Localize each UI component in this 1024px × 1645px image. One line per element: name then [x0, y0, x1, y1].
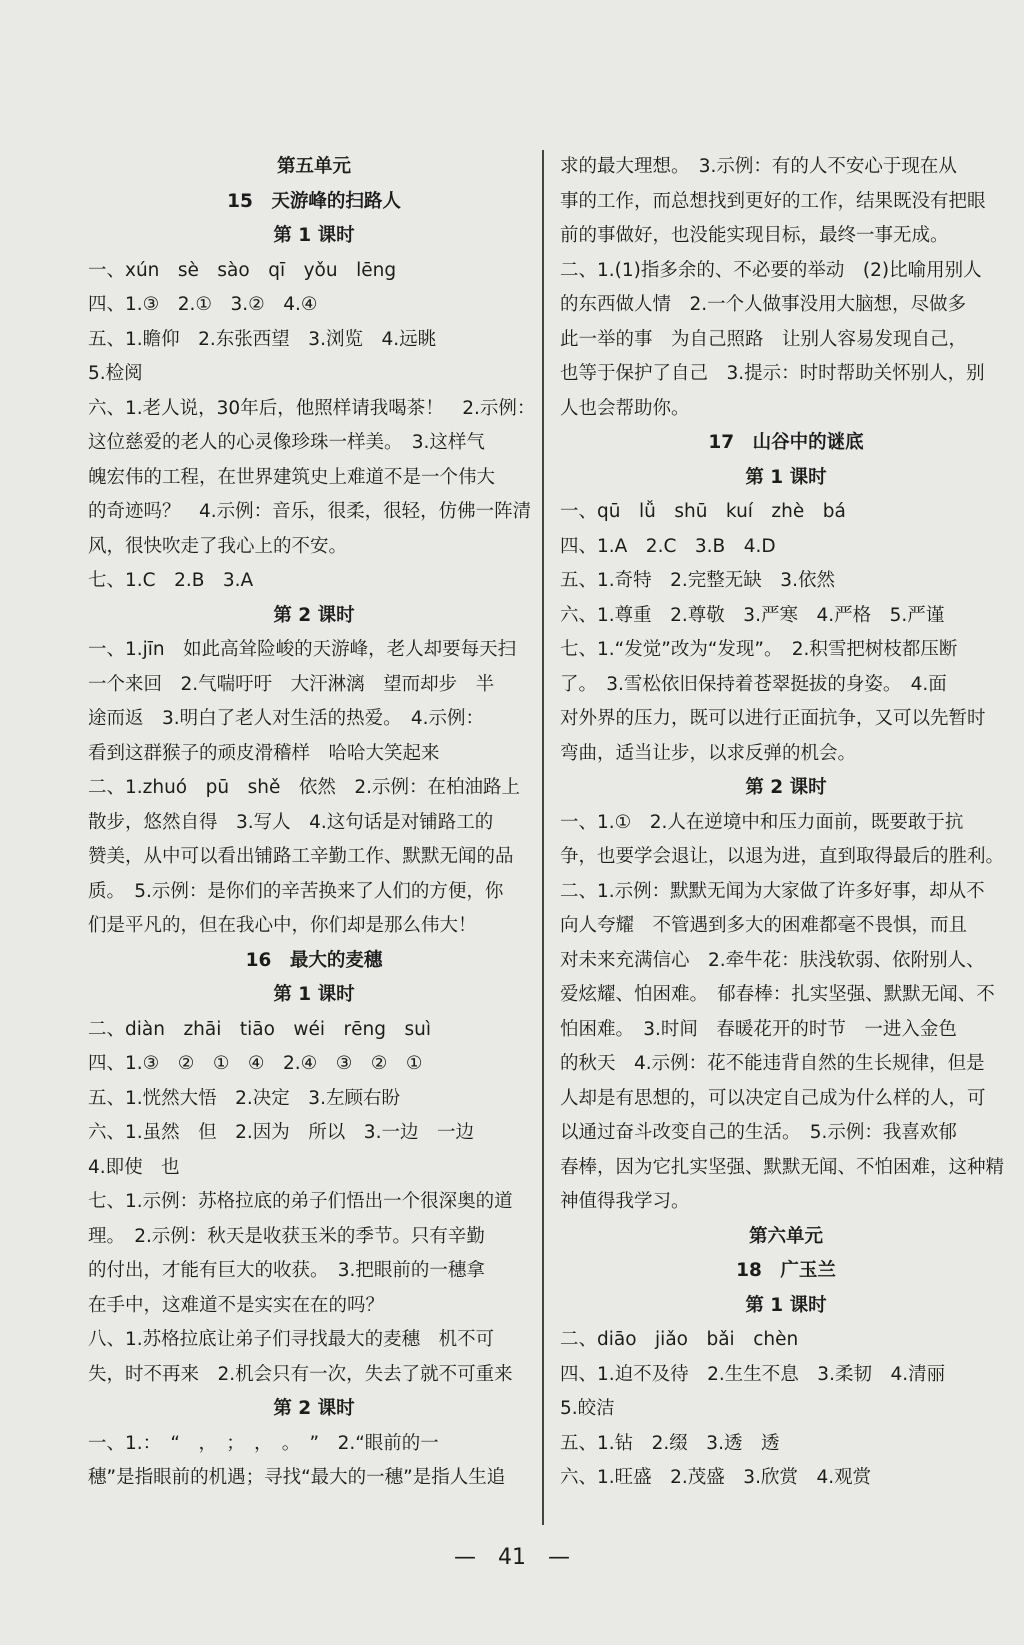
- answer-line: 四、1.迫不及待 2.生生不息 3.柔韧 4.清丽: [560, 1363, 946, 1385]
- answer-line: 在手中，这难道不是实实在在的吗？: [88, 1294, 385, 1316]
- answer-line: 争，也要学会退让，以退为进，直到取得最后的胜利。: [560, 846, 1005, 867]
- answer-line: 向人夸耀 不管遇到多大的困难都毫不畏惧，而且: [560, 915, 968, 936]
- answer-line: 二、1.zhuó pū shě 依然 2.示例：在柏油路上: [88, 777, 520, 798]
- section-heading: 第 2 课时: [273, 604, 355, 626]
- answer-line: 人也会帮助你。: [560, 397, 690, 419]
- answer-line: 神值得我学习。: [560, 1191, 690, 1212]
- answer-line: 4.即使 也: [88, 1156, 180, 1178]
- answer-line: 五、1.钻 2.缀 3.透 透: [560, 1432, 780, 1454]
- answer-line: 了。 3.雪松依旧保持着苍翠挺拔的身姿。 4.面: [560, 673, 947, 695]
- answer-line: 二、1.(1)指多余的、不必要的举动 (2)比喻用别人: [560, 259, 982, 281]
- answer-line: 七、1.示例：苏格拉底的弟子们悟出一个很深奥的道: [88, 1191, 513, 1212]
- answer-line: 二、diàn zhāi tiāo wéi rēng suì: [88, 1018, 432, 1040]
- answer-line: 二、1.示例：默默无闻为大家做了许多好事，却从不: [560, 880, 985, 902]
- answer-line: 六、1.旺盛 2.茂盛 3.欣赏 4.观赏: [560, 1467, 872, 1488]
- answer-line: 5.检阅: [88, 363, 143, 384]
- answer-line: 风，很快吹走了我心上的不安。: [88, 535, 348, 557]
- answer-line: 的付出，才能有巨大的收获。 3.把眼前的一穗拿: [88, 1260, 485, 1281]
- answer-line: 的秋天 4.示例：花不能违背自然的生长规律，但是: [560, 1053, 985, 1074]
- section-heading: 第 1 课时: [745, 466, 827, 488]
- answer-line: 爱炫耀、怕困难。 郁春棒：扎实坚强、默默无闻、不: [560, 984, 995, 1005]
- section-heading: 第 1 课时: [273, 225, 355, 246]
- answer-line: 一、1.： “ ， ； ， 。 ” 2.“眼前的一: [88, 1432, 439, 1454]
- answer-line: 这位慈爱的老人的心灵像珍珠一样美。 3.这样气: [88, 432, 485, 453]
- answer-line: 四、1.③ ② ① ④ 2.④ ③ ② ①: [88, 1053, 423, 1074]
- answer-line: 对未来充满信心 2.牵牛花：肤浅软弱、依附别人、: [560, 949, 985, 971]
- answer-line: 魄宏伟的工程，在世界建筑史上难道不是一个伟大: [88, 466, 496, 488]
- answer-line: 八、1.苏格拉底让弟子们寻找最大的麦穗 机不可: [88, 1329, 495, 1350]
- section-heading: 15 天游峰的扫路人: [227, 190, 401, 212]
- answer-line: 四、1.③ 2.① 3.② 4.④: [88, 294, 318, 315]
- left-column: [88, 150, 540, 1496]
- answer-line: 质。 5.示例：是你们的辛苦换来了人们的方便，你: [88, 880, 504, 902]
- answer-line: 弯曲，适当让步，以求反弹的机会。: [560, 742, 857, 764]
- answer-line: 一、1.jīn 如此高耸险峻的天游峰，老人却要每天扫: [88, 639, 517, 660]
- answer-line: 怕困难。 3.时间 春暖花开的时节 一进入金色: [560, 1018, 957, 1040]
- answer-line: 失，时不再来 2.机会只有一次，失去了就不可重来: [88, 1363, 513, 1385]
- answer-line: 七、1.“发觉”改为“发现”。 2.积雪把树枝都压断: [560, 639, 958, 660]
- answer-line: 一、xún sè sào qī yǒu lēng: [88, 259, 397, 281]
- answer-line: 四、1.A 2.C 3.B 4.D: [560, 535, 776, 557]
- answer-line: 六、1.尊重 2.尊敬 3.严寒 4.严格 5.严谨: [560, 604, 945, 626]
- right-column: [560, 150, 1012, 1496]
- answer-line: 理。 2.示例：秋天是收获玉米的季节。只有辛勤: [88, 1225, 485, 1247]
- answer-line: 看到这群猴子的顽皮滑稽样 哈哈大笑起来: [88, 742, 440, 764]
- answer-line: 也等于保护了自己 3.提示：时时帮助关怀别人，别: [560, 363, 985, 384]
- page-number: — 41 —: [454, 1545, 570, 1570]
- answer-line: 前的事做好，也没能实现目标，最终一事无成。: [560, 225, 949, 246]
- answer-line: 此一举的事 为自己照路 让别人容易发现自己，: [560, 328, 968, 350]
- answer-line: 穗”是指眼前的机遇；寻找“最大的一穗”是指人生追: [88, 1467, 506, 1488]
- section-heading: 第 2 课时: [273, 1398, 355, 1419]
- answer-line: 五、1.瞻仰 2.东张西望 3.浏览 4.远眺: [88, 328, 437, 350]
- answer-line: 五、1.奇特 2.完整无缺 3.依然: [560, 570, 835, 591]
- answer-line: 二、diāo jiǎo bǎi chèn: [560, 1329, 799, 1350]
- answer-line: 的奇迹吗？ 4.示例：音乐，很柔，很轻，仿佛一阵清: [88, 501, 532, 522]
- answer-line: 一、qū lǚ shū kuí zhè bá: [560, 501, 846, 522]
- answer-line: 求的最大理想。 3.示例：有的人不安心于现在从: [560, 156, 957, 177]
- column-divider: [542, 150, 544, 1525]
- answer-line: 事的工作，而总想找到更好的工作，结果既没有把眼: [560, 190, 986, 212]
- answer-line: 五、1.恍然大悟 2.决定 3.左顾右盼: [88, 1087, 400, 1109]
- answer-line: 的东西做人情 2.一个人做事没用大脑想，尽做多: [560, 294, 967, 315]
- answer-line: 七、1.C 2.B 3.A: [88, 570, 254, 591]
- answer-line: 一、1.① 2.人在逆境中和压力面前，既要敢于抗: [560, 811, 964, 833]
- section-heading: 18 广玉兰: [736, 1260, 836, 1281]
- answer-line: 以通过奋斗改变自己的生活。 5.示例：我喜欢郁: [560, 1122, 957, 1143]
- answer-line: 人却是有思想的，可以决定自己成为什么样的人，可: [560, 1087, 986, 1109]
- answer-line: 对外界的压力，既可以进行正面抗争，又可以先暂时: [560, 708, 986, 729]
- answer-line: 途而返 3.明白了老人对生活的热爱。 4.示例：: [88, 708, 485, 729]
- section-heading: 第 1 课时: [745, 1294, 827, 1316]
- section-heading: 16 最大的麦穗: [245, 949, 383, 971]
- answer-line: 一个来回 2.气喘吁吁 大汗淋漓 望而却步 半: [88, 673, 495, 695]
- answer-line: 六、1.老人说，30年后，他照样请我喝茶！ 2.示例：: [88, 397, 536, 419]
- answer-line: 六、1.虽然 但 2.因为 所以 3.一边 一边: [88, 1122, 474, 1143]
- answer-line: 们是平凡的，但在我心中，你们却是那么伟大！: [88, 915, 477, 936]
- section-heading: 第六单元: [748, 1225, 823, 1247]
- section-heading: 第 1 课时: [273, 984, 355, 1005]
- section-heading: 第五单元: [276, 156, 351, 177]
- section-heading: 第 2 课时: [745, 777, 827, 798]
- answer-line: 5.皎洁: [560, 1398, 615, 1419]
- answer-line: 赞美，从中可以看出铺路工辛勤工作、默默无闻的品: [88, 846, 514, 867]
- answer-line: 春棒，因为它扎实坚强、默默无闻、不怕困难，这种精: [560, 1156, 1005, 1178]
- section-heading: 17 山谷中的谜底: [708, 432, 864, 453]
- answer-line: 散步，悠然自得 3.写人 4.这句话是对铺路工的: [88, 811, 494, 833]
